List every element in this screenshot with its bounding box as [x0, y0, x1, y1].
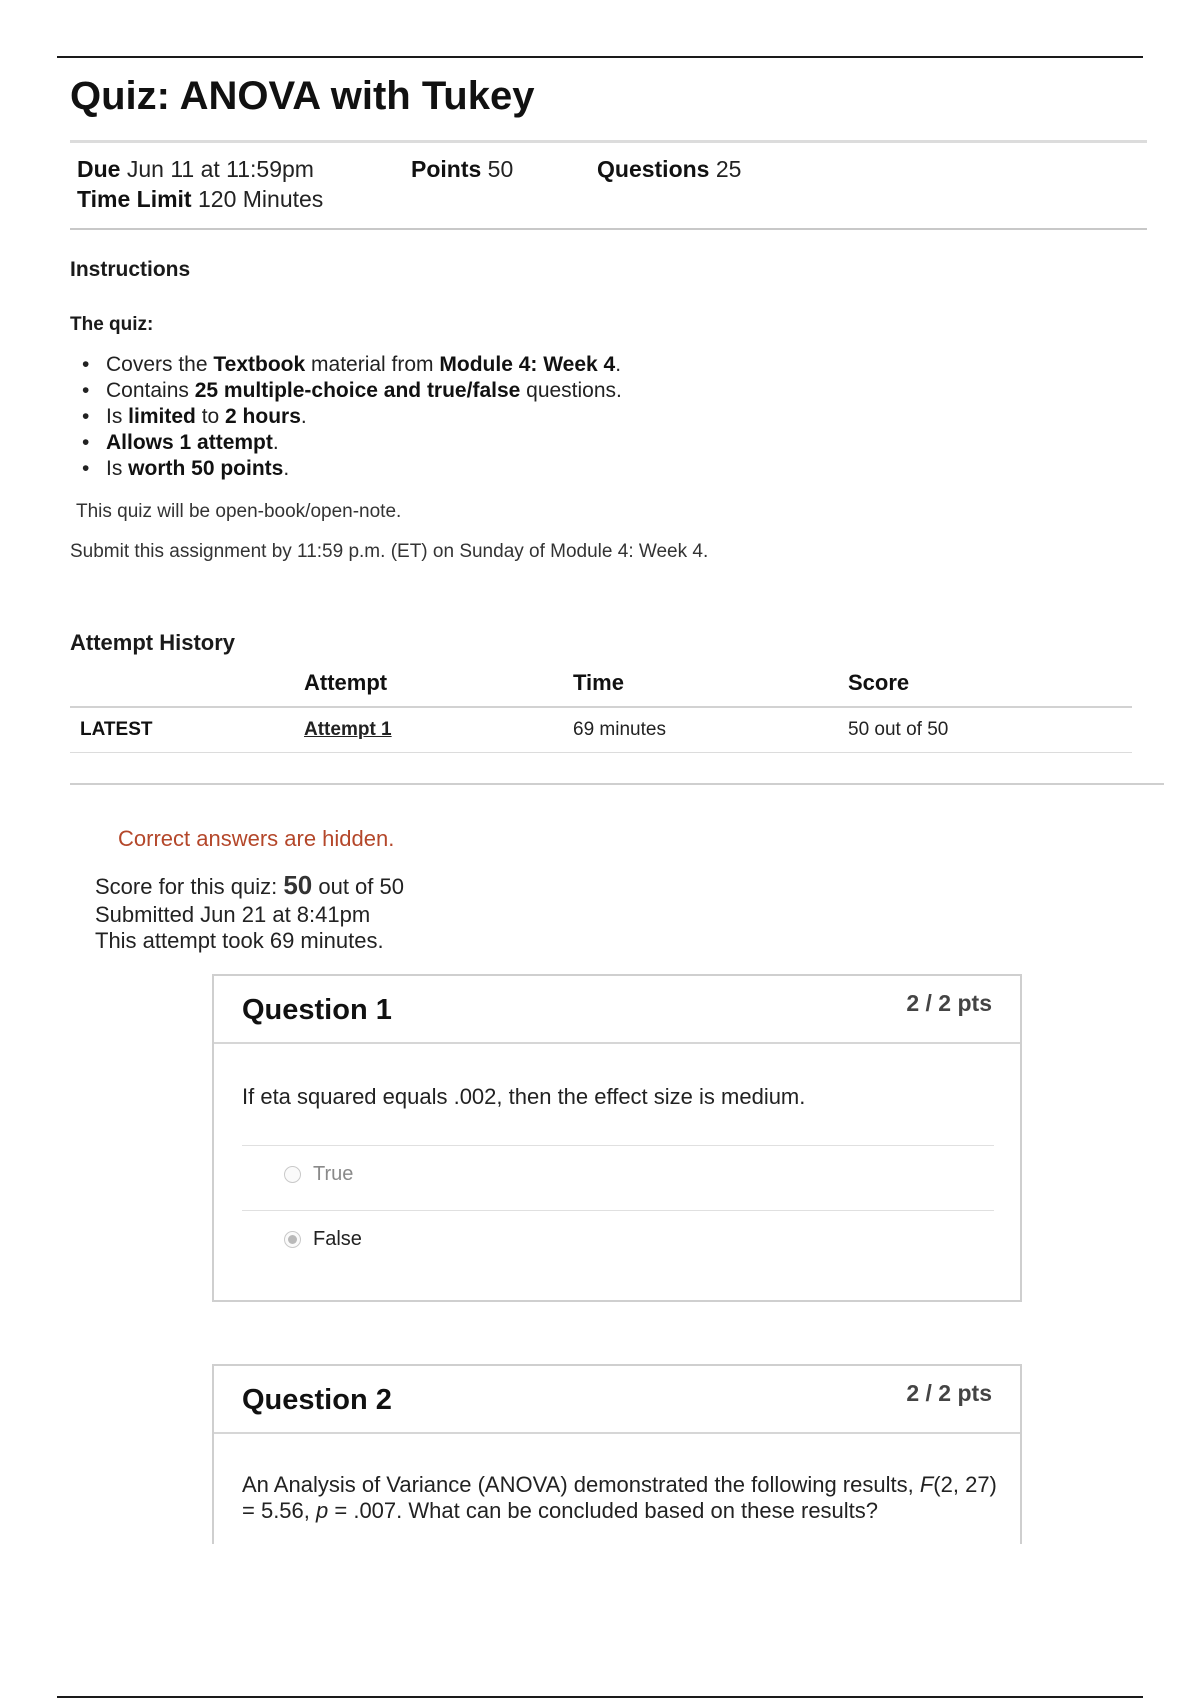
instruction-text: .	[272, 431, 279, 454]
meta-time-limit	[77, 186, 323, 213]
column-header-time: Time	[573, 670, 624, 695]
question-text: If eta squared equals .002, then the effect size is medium.	[242, 1084, 806, 1109]
meta-due	[77, 156, 314, 183]
page-bottom-rule	[57, 1696, 1143, 1698]
answer-label: True	[313, 1163, 354, 1185]
correct-answers-hidden-note: Correct answers are hidden.	[118, 826, 395, 851]
page-title: Quiz: ANOVA with Tukey	[70, 74, 535, 118]
instruction-emphasis: worth 50 points	[128, 457, 284, 480]
meta-divider-bottom	[70, 228, 1147, 230]
instruction-emphasis: Allows 1 attempt	[106, 431, 273, 454]
instructions-heading: Instructions	[70, 258, 191, 281]
question-title: Question 1	[242, 994, 392, 1026]
instruction-text: .	[283, 457, 290, 480]
instruction-emphasis: limited	[128, 405, 196, 428]
question-text-part: = .007. What can be concluded based on these results?	[328, 1498, 879, 1523]
due-label: Due	[77, 156, 121, 182]
time-limit-value: 120 Minutes	[198, 186, 324, 212]
answer-option-false[interactable]	[284, 1228, 362, 1251]
meta-questions	[597, 156, 741, 183]
instruction-text: .	[300, 405, 307, 428]
column-header-score: Score	[848, 670, 910, 695]
instruction-text: Covers the	[106, 353, 214, 376]
instruction-text: Is	[106, 457, 129, 480]
question-text	[242, 1472, 1002, 1524]
table-row-divider	[70, 752, 1132, 753]
instruction-item	[80, 378, 622, 404]
attempt-history-heading: Attempt History	[70, 630, 236, 655]
score-prefix: Score for this quiz:	[95, 874, 284, 899]
instruction-text: to	[195, 405, 226, 428]
attempt-duration: This attempt took 69 minutes.	[95, 928, 384, 953]
radio-checked-icon[interactable]	[284, 1231, 301, 1248]
instruction-text: material from	[305, 353, 440, 376]
question-header	[214, 1366, 1020, 1434]
meta-points	[411, 156, 513, 183]
points-label: Points	[411, 156, 482, 182]
attempt-1-link[interactable]: Attempt 1	[304, 719, 392, 740]
statistic-symbol: p	[316, 1498, 329, 1523]
question-title: Question 2	[242, 1384, 392, 1416]
instruction-text: Is	[106, 405, 129, 428]
attempt-score: 50 out of 50	[848, 719, 949, 740]
question-card	[212, 974, 1022, 1302]
questions-label: Questions	[597, 156, 710, 182]
quiz-score	[95, 870, 404, 901]
answer-option-true[interactable]	[284, 1163, 353, 1186]
submit-note: Submit this assignment by 11:59 p.m. (ET) on Sunday of Module 4: Week 4.	[70, 541, 709, 562]
instruction-text: questions.	[520, 379, 622, 402]
section-divider	[70, 783, 1164, 785]
instruction-item	[80, 430, 622, 456]
submitted-time: Submitted Jun 21 at 8:41pm	[95, 902, 371, 927]
instruction-text: Contains	[106, 379, 195, 402]
question-card	[212, 1364, 1022, 1544]
latest-label: LATEST	[80, 719, 153, 740]
statistic-symbol: F	[919, 1472, 934, 1497]
table-header-divider	[70, 706, 1132, 708]
question-header	[214, 976, 1020, 1044]
meta-divider-top	[70, 140, 1147, 143]
answer-divider	[242, 1145, 994, 1146]
page-top-rule	[57, 56, 1143, 58]
instructions-subheading: The quiz:	[70, 314, 154, 335]
instruction-emphasis: 25 multiple-choice and true/false	[194, 379, 521, 402]
answer-label: False	[313, 1228, 362, 1250]
radio-unchecked-icon[interactable]	[284, 1166, 301, 1183]
due-value: Jun 11 at 11:59pm	[126, 156, 314, 182]
open-book-note: This quiz will be open-book/open-note.	[76, 501, 402, 522]
points-value: 50	[487, 156, 514, 182]
questions-value: 25	[715, 156, 742, 182]
instruction-item	[80, 404, 622, 430]
question-points: 2 / 2 pts	[906, 990, 992, 1016]
question-points: 2 / 2 pts	[906, 1380, 992, 1406]
question-text-part: (2, 27) = 5.56,	[242, 1472, 997, 1523]
question-text-part: An Analysis of Variance (ANOVA) demonstrated the following results,	[242, 1472, 920, 1497]
answer-divider	[242, 1210, 994, 1211]
instruction-emphasis: Module 4: Week 4	[439, 353, 616, 376]
instruction-text: .	[615, 353, 622, 376]
instruction-emphasis: Textbook	[213, 353, 306, 376]
attempt-time: 69 minutes	[573, 719, 666, 740]
score-value: 50	[283, 870, 313, 900]
instruction-item	[80, 456, 622, 482]
instruction-item	[80, 352, 622, 378]
time-limit-label: Time Limit	[77, 186, 192, 212]
instructions-list	[80, 352, 622, 482]
instruction-emphasis: 2 hours	[225, 405, 301, 428]
column-header-attempt: Attempt	[304, 670, 388, 695]
score-suffix: out of 50	[312, 874, 404, 899]
